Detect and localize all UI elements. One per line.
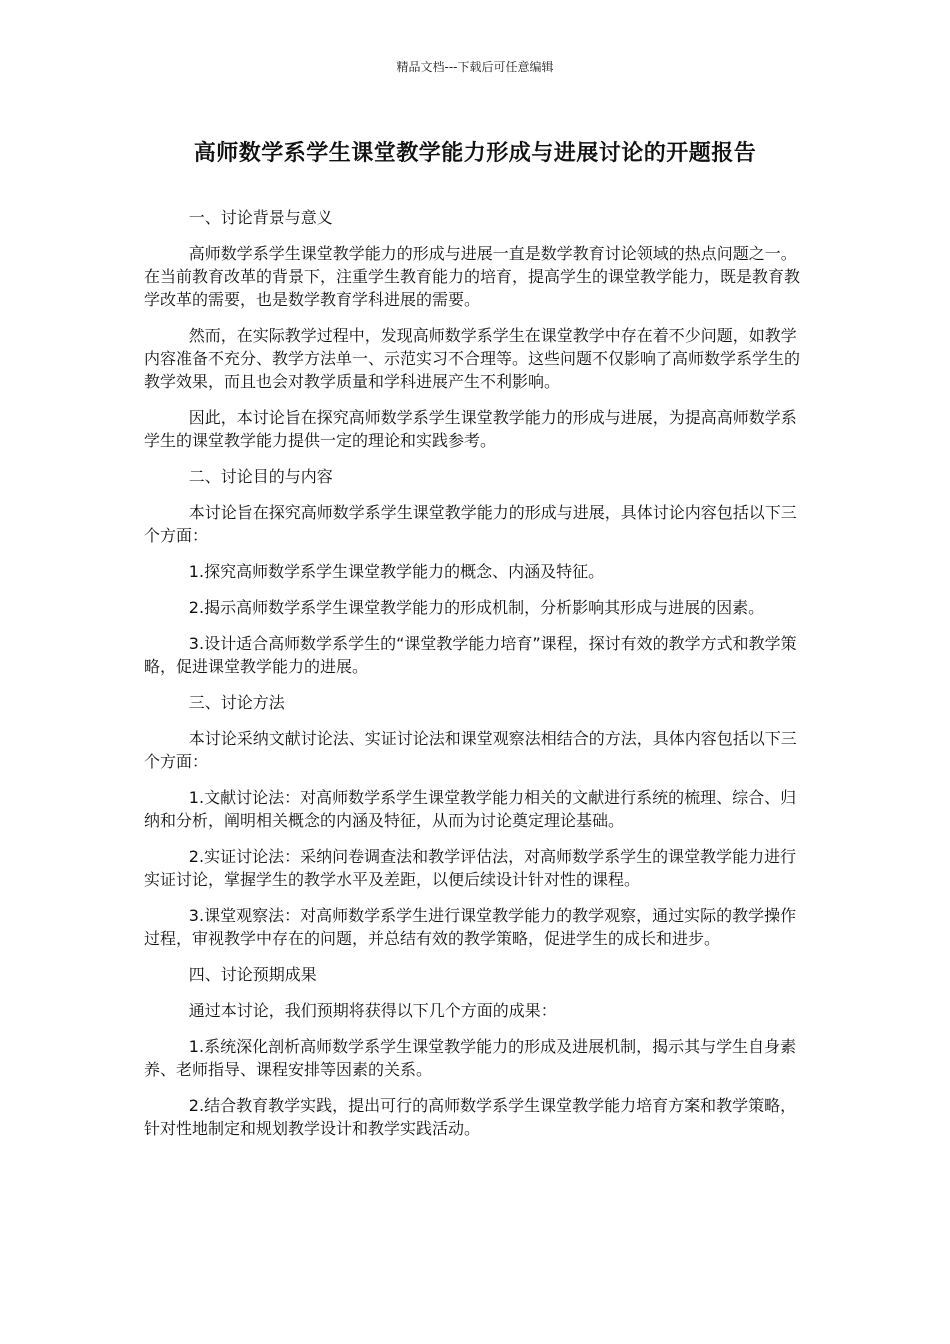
document-body: [144, 206, 812, 1153]
list-item: 2.实证讨论法：采纳问卷调查法和教学评估法，对高师数学系学生的课堂教学能力进行实证讨论，掌握学生的教学水平及差距，以便后续设计针对性的课程。: [144, 847, 797, 889]
list-item: 2.结合教育教学实践，提出可行的高师数学系学生课堂教学能力培育方案和教学策略，针对性地制定和规划教学设计和教学实践活动。: [144, 1096, 797, 1138]
paragraph: 本讨论采纳文献讨论法、实证讨论法和课堂观察法相结合的方法，具体内容包括以下三个方面：: [144, 729, 797, 771]
section-heading-background: 一、讨论背景与意义: [188, 208, 333, 227]
section-heading-objectives: 二、讨论目的与内容: [188, 467, 333, 486]
section-heading-methods: 三、讨论方法: [188, 693, 285, 712]
page-header: 精品文档---下载后可任意编辑: [396, 60, 554, 74]
paragraph: 通过本讨论，我们预期将获得以下几个方面的成果：: [188, 1001, 557, 1020]
list-item: 3.课堂观察法：对高师数学系学生进行课堂教学能力的教学观察，通过实际的教学操作过程，审视教学中存在的问题，并总结有效的教学策略，促进学生的成长和进步。: [144, 906, 797, 948]
document-title: 高师数学系学生课堂教学能力形成与进展讨论的开题报告: [193, 141, 757, 166]
paragraph: 然而，在实际教学过程中，发现高师数学系学生在课堂教学中存在着不少问题，如教学内容准备不充分、教学方法单一、示范实习不合理等。这些问题不仅影响了高师数学系学生的教学效果，而且也会对教学质量和学科进展产生不利影响。: [144, 326, 801, 391]
list-item: 2.揭示高师数学系学生课堂教学能力的形成机制，分析影响其形成与进展的因素。: [188, 598, 765, 617]
list-item: 1.系统深化剖析高师数学系学生课堂教学能力的形成及进展机制，揭示其与学生自身素养、老师指导、课程安排等因素的关系。: [144, 1037, 797, 1079]
list-item: 1.文献讨论法：对高师数学系学生课堂教学能力相关的文献进行系统的梳理、综合、归纳和分析，阐明相关概念的内涵及特征，从而为讨论奠定理论基础。: [144, 788, 797, 830]
paragraph: 本讨论旨在探究高师数学系学生课堂教学能力的形成与进展，具体讨论内容包括以下三个方面：: [144, 503, 797, 545]
paragraph: 高师数学系学生课堂教学能力的形成与进展一直是数学教育讨论领域的热点问题之一。在当前教育改革的背景下，注重学生教育能力的培育，提高学生的课堂教学能力，既是教育教学改革的需要，也是数学教育学科进展的需要。: [144, 244, 801, 309]
list-item: 3.设计适合高师数学系学生的“课堂教学能力培育”课程，探讨有效的教学方式和教学策略，促进课堂教学能力的进展。: [144, 634, 797, 676]
paragraph: 因此，本讨论旨在探究高师数学系学生课堂教学能力的形成与进展，为提高高师数学系学生的课堂教学能力提供一定的理论和实践参考。: [144, 408, 797, 450]
list-item: 1.探究高师数学系学生课堂教学能力的概念、内涵及特征。: [188, 562, 605, 581]
section-heading-outcomes: 四、讨论预期成果: [188, 965, 317, 984]
